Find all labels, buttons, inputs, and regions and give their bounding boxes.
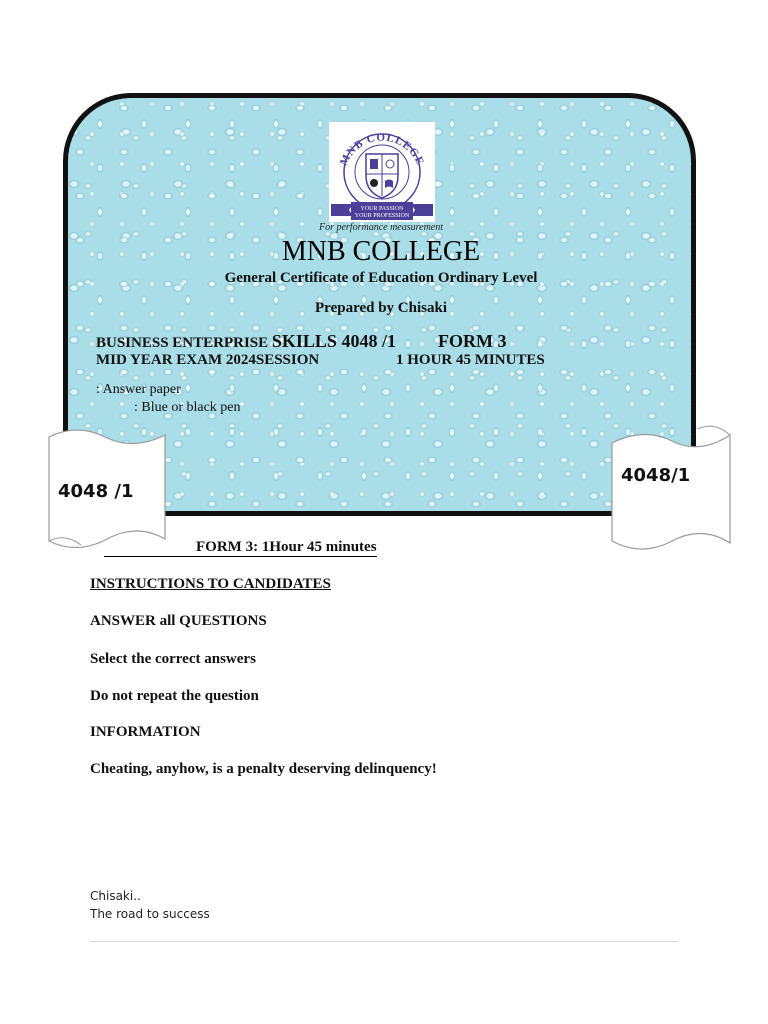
badge-code-left: 4048 /1 (58, 481, 134, 502)
instruction-item: Do not repeat the question (90, 688, 259, 704)
logo-ribbon-line2: YOUR PROFESSION (354, 213, 410, 219)
form-duration: FORM 3: 1Hour 45 minutes (104, 539, 377, 557)
exam-session: MID YEAR EXAM 2024SESSION (96, 352, 320, 368)
cheating-note (90, 761, 437, 778)
scroll-icon (610, 421, 733, 561)
badge-code-right: 4048/1 (621, 465, 691, 486)
college-logo (329, 122, 435, 222)
subject-code: SKILLS 4048 /1 (271, 331, 396, 351)
form-label: FORM 3 (438, 331, 507, 351)
tagline: For performance measurement (318, 222, 444, 233)
footer-motto: The road to success (90, 907, 210, 921)
footer-author: Chisaki.. (90, 889, 141, 903)
cheating-note-text: Cheating, anyhow, is a penalty deserving delinquency! (90, 761, 437, 777)
information-heading: INFORMATION (90, 724, 201, 740)
college-name: MNB COLLEGE (281, 236, 481, 267)
instruction-item: ANSWER all QUESTIONS (90, 613, 267, 629)
footer-divider (90, 941, 678, 942)
material-pen: : Blue or black pen (134, 400, 241, 415)
school-crest-icon (329, 122, 435, 222)
exam-duration: 1 HOUR 45 MINUTES (396, 352, 545, 368)
scroll-badge-right (610, 421, 733, 561)
logo-ribbon-line1: YOUR PASSION (360, 206, 404, 212)
subject-line (96, 331, 396, 352)
subject-prefix: BUSINESS ENTERPRISE (96, 335, 269, 351)
logo-arc-text: MNB COLLEGE (337, 131, 427, 168)
prepared-by: Prepared by Chisaki (315, 300, 447, 316)
instructions-heading: INSTRUCTIONS TO CANDIDATES (90, 576, 331, 592)
instruction-item: Select the correct answers (90, 651, 256, 667)
certificate-level: General Certificate of Education Ordinary Level (224, 270, 538, 286)
material-answer-paper: : Answer paper (96, 382, 181, 397)
